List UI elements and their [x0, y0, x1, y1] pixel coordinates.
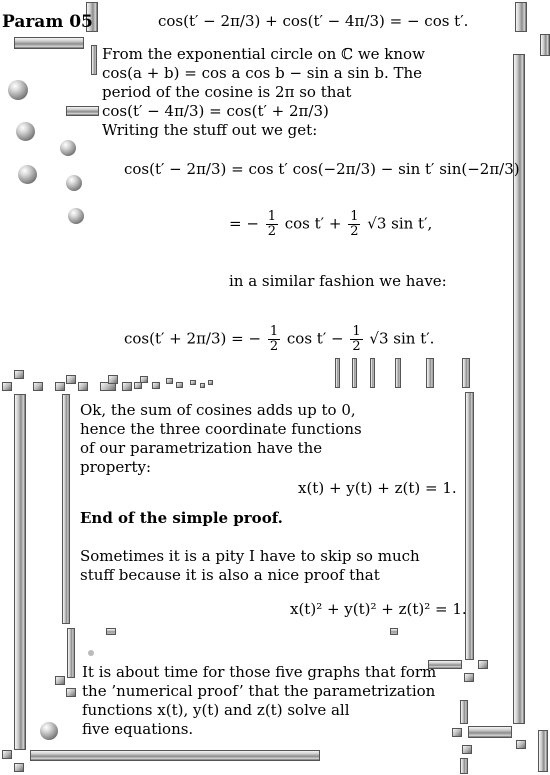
- equation-sum-squares: x(t)² + y(t)² + z(t)² = 1.: [290, 600, 467, 618]
- equation-sum-coords: x(t) + y(t) + z(t) = 1.: [298, 479, 457, 497]
- vertical-bar: [462, 358, 470, 388]
- vertical-bar: [91, 45, 97, 75]
- vertical-bar: [460, 758, 468, 774]
- box-paragraph-3: [82, 663, 436, 739]
- cos-term: cos t′ +: [284, 214, 342, 233]
- text-line: of our parametrization have the: [80, 439, 323, 457]
- fraction-half: $\frac{1}{2}$: [352, 324, 361, 354]
- horizontal-bar: [14, 37, 84, 49]
- metal-square: [14, 370, 24, 379]
- metal-square: [478, 660, 488, 669]
- metal-square: [464, 673, 474, 682]
- text-line: period of the cosine is 2π so that: [102, 83, 352, 101]
- end-proof-heading: End of the simple proof.: [80, 509, 283, 527]
- page-title: Param 05: [2, 12, 93, 32]
- equation-similar: [124, 325, 434, 354]
- vertical-bar: [352, 358, 357, 388]
- vertical-bar: [14, 394, 26, 750]
- text-line: property:: [80, 458, 152, 476]
- metal-square: [108, 375, 118, 384]
- fraction-half: $\frac{1}{2}$: [267, 209, 276, 239]
- sphere: [8, 80, 28, 100]
- horizontal-bar: [30, 750, 320, 761]
- fraction-half: $\frac{1}{2}$: [269, 324, 279, 354]
- cos-term: cos t′ −: [286, 329, 344, 348]
- similar-lhs: cos(t′ + 2π/3) = −: [124, 329, 262, 348]
- metal-square: [200, 383, 205, 388]
- vertical-bar: [513, 54, 525, 724]
- metal-square: [166, 378, 173, 384]
- text-line: It is about time for those five graphs that form: [82, 663, 437, 681]
- sphere: [88, 650, 94, 656]
- text-line: the ’numerical proof’ that the parametrization: [82, 682, 436, 700]
- text-line: Writing the stuff out we get:: [102, 121, 318, 139]
- metal-square: [122, 382, 132, 391]
- sphere: [18, 165, 37, 184]
- metal-square: [66, 688, 76, 697]
- text-line: cos(t′ − 4π/3) = cos(t′ + 2π/3): [102, 102, 329, 120]
- sin-term: √3 sin t′.: [369, 329, 435, 348]
- sphere: [66, 175, 82, 191]
- text-line: five equations.: [82, 720, 194, 738]
- vertical-bar: [460, 700, 468, 724]
- vertical-bar: [515, 2, 527, 32]
- equation-expand-rhs: [229, 210, 432, 239]
- metal-square: [14, 763, 24, 772]
- vertical-bar: [538, 730, 548, 772]
- text-line: From the exponential circle on ℂ we know: [102, 45, 425, 63]
- vertical-bar: [465, 392, 474, 660]
- metal-square: [516, 740, 526, 749]
- horizontal-bar: [66, 106, 99, 116]
- box-paragraph-1: [80, 401, 362, 477]
- metal-square: [176, 382, 183, 388]
- horizontal-bar: [106, 628, 116, 635]
- metal-square: [452, 728, 462, 737]
- vertical-bar: [395, 358, 401, 388]
- equation-top: cos(t′ − 2π/3) + cos(t′ − 4π/3) = − cos t′.: [158, 12, 469, 30]
- vertical-bar: [335, 358, 340, 388]
- sphere: [16, 122, 35, 141]
- text-line: functions x(t), y(t) and z(t) solve all: [82, 701, 350, 719]
- vertical-bar: [67, 628, 75, 678]
- text-line: hence the three coordinate functions: [80, 420, 362, 438]
- text-line: Ok, the sum of cosines adds up to 0,: [80, 401, 356, 419]
- metal-square: [55, 676, 65, 685]
- metal-square: [2, 750, 12, 759]
- metal-square: [208, 380, 213, 385]
- text-line: cos(a + b) = cos a cos b − sin a sin b. The: [102, 64, 423, 82]
- equation-expand: cos(t′ − 2π/3) = cos t′ cos(−2π/3) − sin t′ sin(−2π/3): [124, 160, 520, 178]
- vertical-bar: [370, 358, 375, 388]
- horizontal-bar: [468, 726, 512, 738]
- metal-square: [190, 380, 196, 385]
- metal-square: [55, 382, 65, 391]
- sphere: [60, 140, 76, 156]
- sphere: [68, 208, 84, 224]
- metal-square: [2, 382, 12, 391]
- metal-square: [134, 382, 142, 389]
- vertical-bar: [62, 394, 70, 624]
- paragraph-intro: [102, 45, 425, 140]
- metal-square: [462, 745, 472, 754]
- metal-square: [66, 375, 76, 384]
- text-line: stuff because it is also a nice proof that: [80, 566, 380, 584]
- box-paragraph-2: [80, 547, 420, 585]
- metal-square: [152, 382, 160, 389]
- text-line: Sometimes it is a pity I have to skip so much: [80, 547, 420, 565]
- similar-text: in a similar fashion we have:: [229, 272, 447, 290]
- equals-minus: = −: [229, 214, 259, 233]
- sin-term: √3 sin t′,: [367, 214, 433, 233]
- vertical-bar: [426, 358, 434, 388]
- metal-square: [78, 382, 88, 391]
- horizontal-bar: [390, 628, 398, 635]
- metal-square: [33, 382, 43, 391]
- fraction-half: $\frac{1}{2}$: [350, 209, 359, 239]
- sphere: [40, 722, 58, 740]
- vertical-bar: [540, 34, 550, 56]
